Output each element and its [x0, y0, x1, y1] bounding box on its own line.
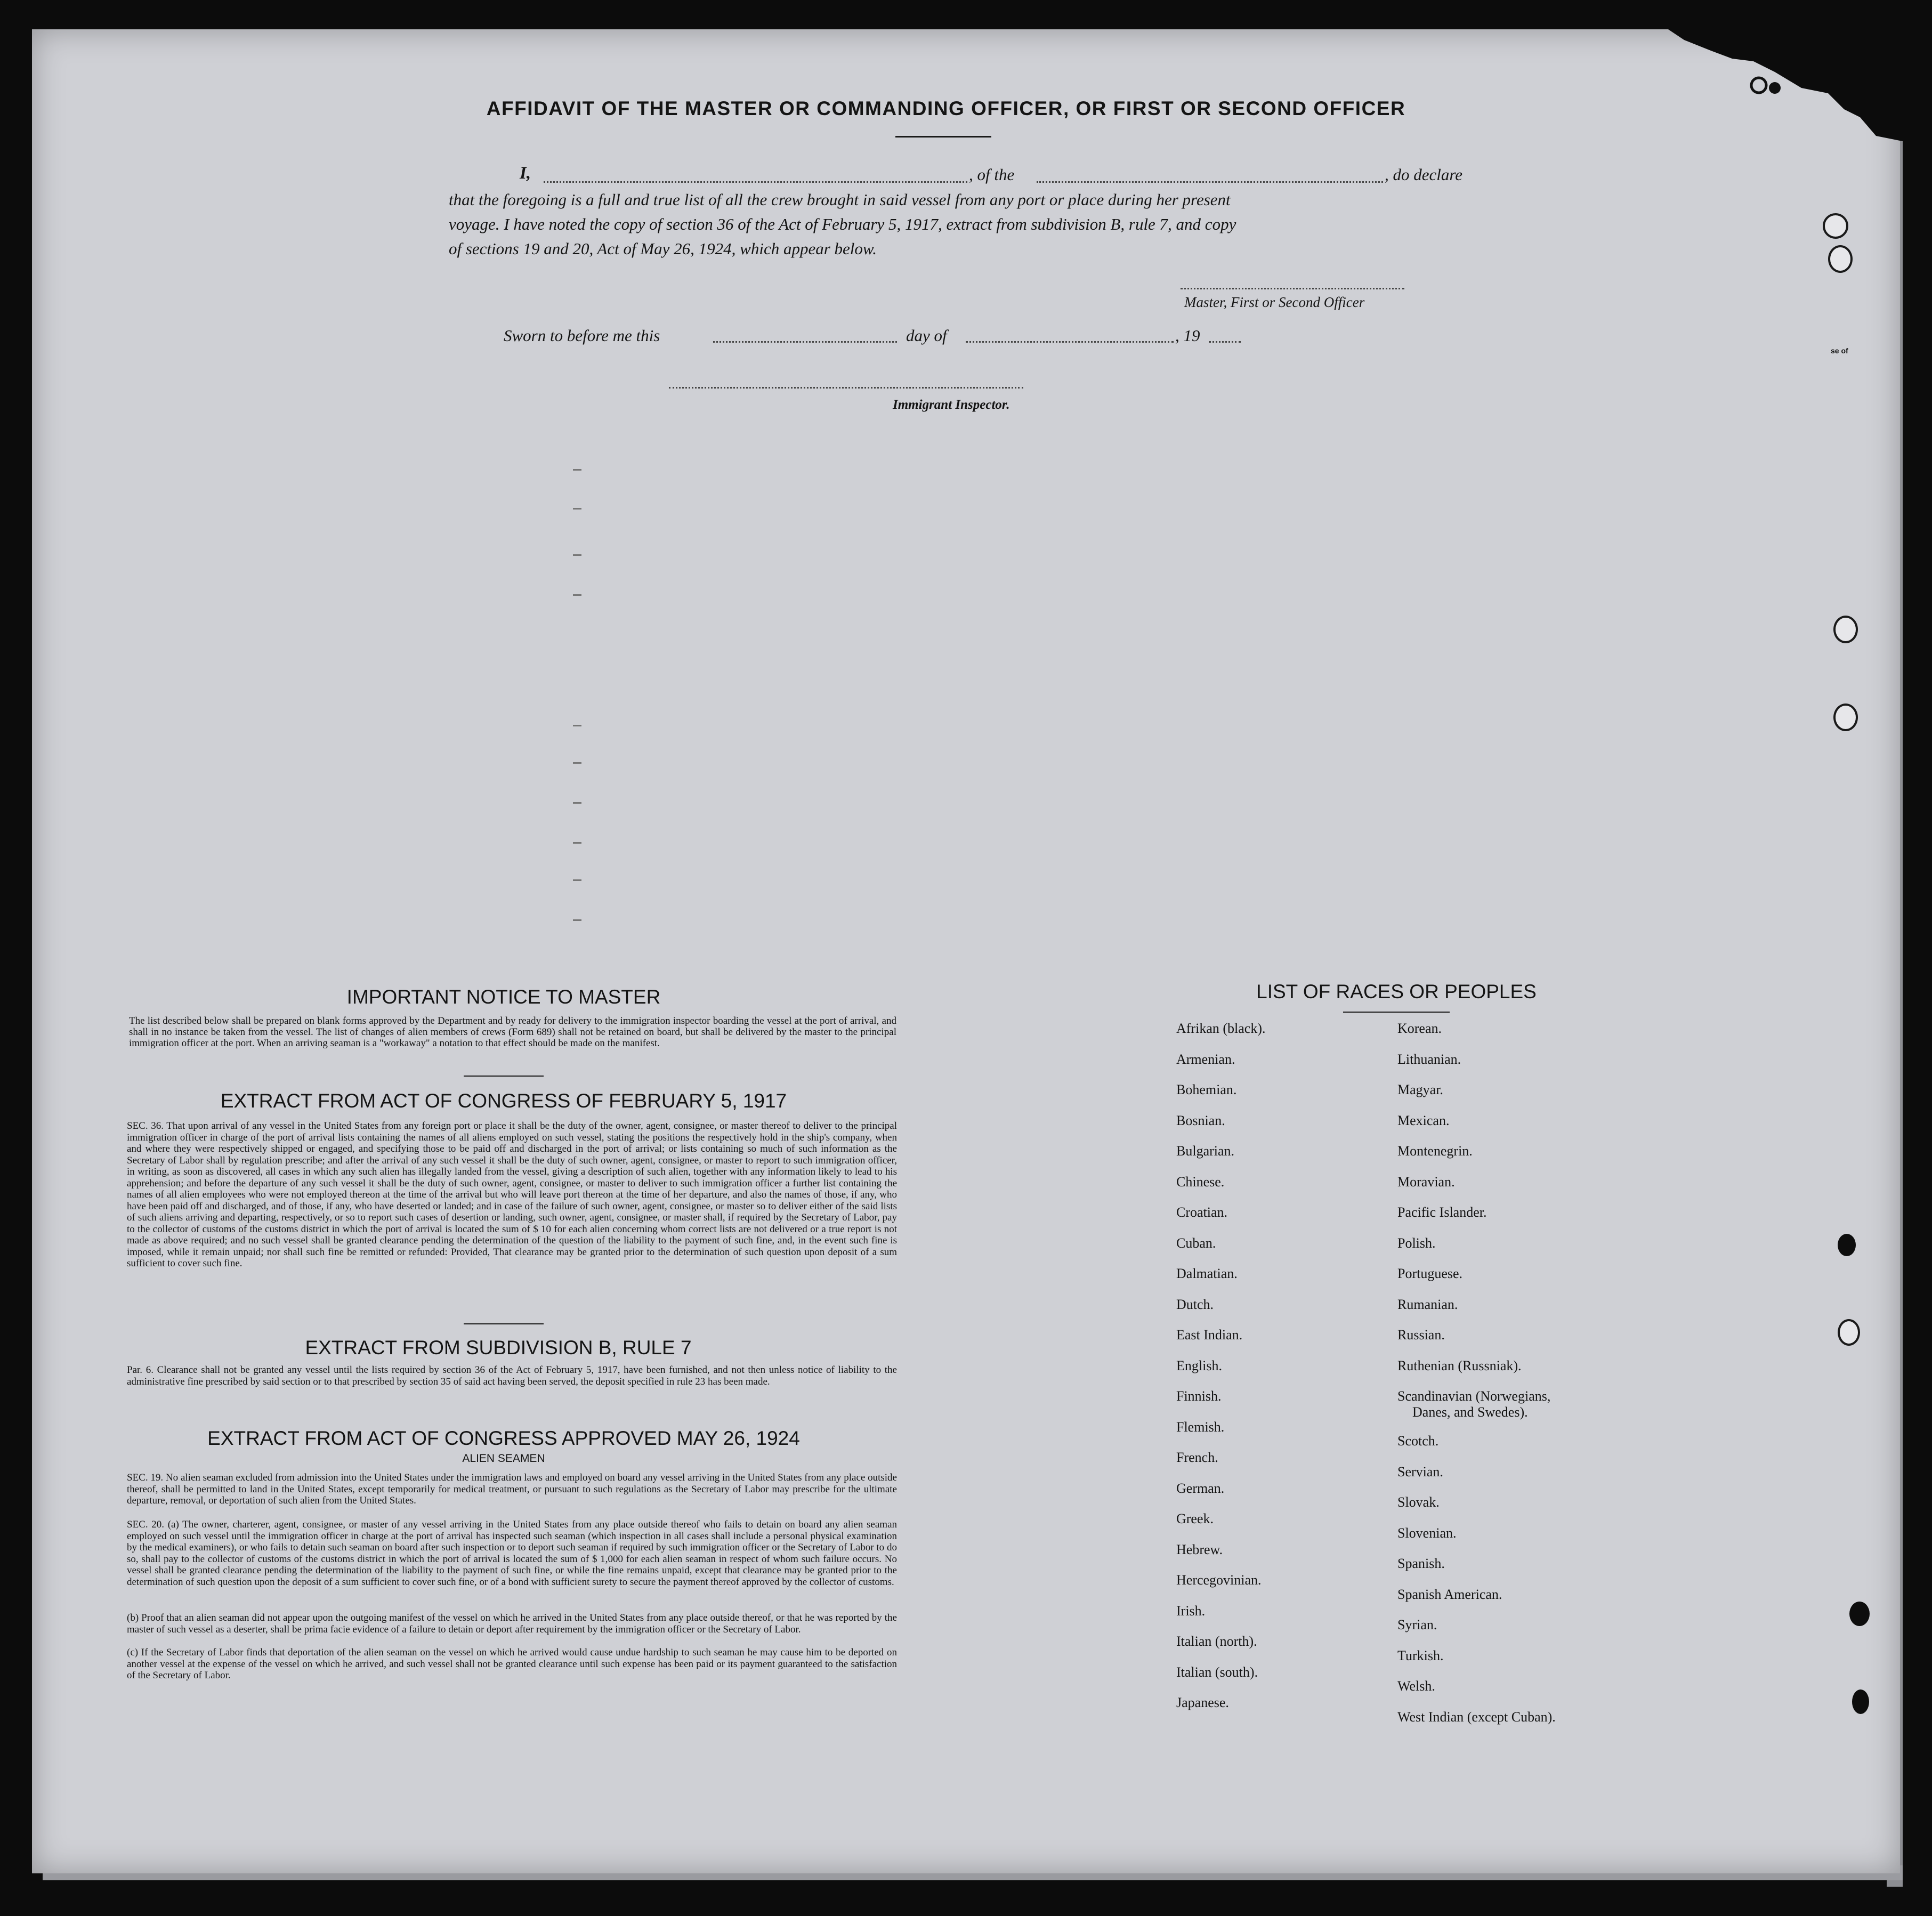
race-item: Bohemian.	[1176, 1082, 1237, 1097]
race-item: Russian.	[1397, 1327, 1445, 1343]
punch-hole	[1852, 1689, 1869, 1714]
affidavit-of-the: , of the	[969, 165, 1015, 184]
sec20c-body: (c) If the Secretary of Labor finds that deportation of the alien seaman on the vessel on which he arrived would cause undue hardship to such seaman he may cause him to be deported on another vessel at the expense of the vessel on which he arrived, and such vessel shall not be granted clearance until such expense has been paid or its payment guaranteed to the satisfaction of the Secretary of Labor.	[127, 1647, 897, 1681]
race-item: West Indian (except Cuban).	[1397, 1709, 1556, 1725]
race-item: Scandinavian (Norwegians,	[1397, 1388, 1551, 1404]
sworn-label: Sworn to before me this	[504, 326, 660, 345]
race-item: Polish.	[1397, 1235, 1436, 1251]
sworn-day-blank[interactable]	[713, 341, 897, 343]
alien-seamen-subtitle: ALIEN SEAMEN	[462, 1452, 545, 1465]
punch-hole	[1838, 1319, 1860, 1346]
extract-1917-title: EXTRACT FROM ACT OF CONGRESS OF FEBRUARY 5, 1917	[220, 1090, 787, 1112]
signature-label: Master, First or Second Officer	[1184, 294, 1365, 310]
race-item: Greek.	[1176, 1511, 1214, 1526]
form-tick	[573, 725, 581, 726]
race-item: Hebrew.	[1176, 1541, 1223, 1557]
affidavit-line-3: voyage. I have noted the copy of section 36 of the Act of February 5, 1917, extract from subdivision B, rule 7, and copy	[449, 215, 1236, 233]
form-tick	[573, 554, 581, 556]
extract-1917-body: SEC. 36. That upon arrival of any vessel in the United States from any foreign port or place it shall be the duty of the owner, agent, consignee, or master thereof to deliver to the principal immigration officer in charge of the port of arrival lists containing the names of all aliens employed on such vessel, stating the positions the respectively hold in the ship's company, when and where they were respectively shipped or engaged, and specifying those to be paid off and discharged in the port of arrival; or lists containing so much of such information as the Secretary of Labor shall by regulation prescribe; and after the arrival of any such vessel it shall be the duty of such owner, agent, consignee, or master to report to such immigration officer, in writing, as soon as discovered, all cases in which any such alien has illegally landed from the vessel, giving a description of such alien, together with any information likely to lead to his apprehension; and before the departure of any such vessel it shall be the duty of such owner, agent, consignee, or master to deliver to such immigration officer a further list containing the names of all alien employees who were not employed thereon at the time of the arrival but who will leave port thereon at the time of her departure, and also the names of those, if any, who have been paid off and discharged, and of those, if any, who have deserted or landed; and in case of the failure of such owner, agent, consignee, or master so to deliver either of the said lists of such aliens arriving and departing, respectively, or so to report such cases of desertion or landing, such owner, agent, consignee, or master shall, if required by the Secretary of Labor, pay to the collector of customs of the customs district in which the port of arrival is located the sum of $ 10 for each alien concerning whom correct lists are not delivered or a true report is not made as above required; and no such vessel shall be granted clearance pending the determination of the question of the liability to the payment of such fine, and, in the event such fine is imposed, while it remain unpaid; nor shall such fine be remitted or refunded: Provided, That clearance may be granted prior to the determination of such question upon deposit of a sum sufficient to cover such fine.	[127, 1120, 897, 1269]
margin-text: se of	[1831, 346, 1848, 355]
race-item: Portuguese.	[1397, 1266, 1463, 1281]
form-tick	[573, 762, 581, 764]
sec19-body: SEC. 19. No alien seaman excluded from admission into the United States under the immigration laws and employed on board any vessel arriving in the United States from any place outside thereof, shall be permitted to land in the United States, except temporarily for medical treatment, or pursuant to such regulations as the Secretary of Labor may prescribe for the ultimate departure, removal, or deportation of such alien from the United States.	[127, 1472, 897, 1506]
affidavit-i: I,	[520, 164, 531, 183]
form-tick	[573, 919, 581, 921]
form-tick	[573, 802, 581, 804]
sec20b-body: (b) Proof that an alien seaman did not appear upon the outgoing manifest of the vessel on which he arrived in the United States from any place outside thereof, or that he was reported by the master of such vessel as a deserter, shall be prima facie evidence of a failure to detain or deport after requirement by the immigration officer or the Secretary of Labor.	[127, 1612, 897, 1635]
race-item: Lithuanian.	[1397, 1051, 1461, 1067]
notice-rule	[464, 1076, 544, 1077]
race-item: Chinese.	[1176, 1174, 1225, 1190]
race-item: Spanish.	[1397, 1556, 1445, 1571]
sworn-month-blank[interactable]	[966, 341, 1174, 343]
races-title: LIST OF RACES OR PEOPLES	[1256, 981, 1537, 1003]
race-item: Slovenian.	[1397, 1525, 1457, 1541]
rule7-title: EXTRACT FROM SUBDIVISION B, RULE 7	[305, 1337, 692, 1359]
race-item: Turkish.	[1397, 1647, 1444, 1663]
notice-body: The list described below shall be prepared on blank forms approved by the Department and by ready for delivery to the immigration inspector boarding the vessel at the port of arrival, and shall in no instance be taken from the vessel. The list of changes of alien members of crews (Form 689) shall not be retained on board, but shall be delivered by the master to the principal immigration officer at the port. When an arriving seaman is a "workaway" a notation to that effect should be made on the manifest.	[129, 1015, 896, 1049]
race-item: Korean.	[1397, 1021, 1442, 1036]
race-item: Dalmatian.	[1176, 1266, 1238, 1281]
extract-1917-rule	[464, 1323, 544, 1324]
torn-corner	[1668, 29, 1903, 141]
race-item: Moravian.	[1397, 1174, 1455, 1190]
race-item: Danes, and Swedes).	[1412, 1404, 1528, 1420]
race-item: Slovak.	[1397, 1494, 1440, 1510]
sec20a-body: SEC. 20. (a) The owner, charterer, agent, consignee, or master of any vessel arriving in the United States from any place outside thereof who fails to detain on board any alien seaman employed on such vessel until the immigration officer in charge at the port of arrival has inspected such seaman (which inspection in all cases shall include a personal physical examination by the medical examiners), or who fails to detain such seaman on board after such inspection or to deport such seaman if required by such immigration officer or the Secretary of Labor to do so, shall pay to the collector of customs of the customs district in which the port of arrival is located the sum of $ 1,000 for each alien seaman in respect of whom such failure occurs. No vessel shall be granted clearance pending the determination of the liability to the payment of such fine, or while the fine remains unpaid, except that clearance may be granted prior to the determination of such question upon the deposit of a sum sufficient to cover such fine, or of a bond with sufficient surety to secure the payment thereof approved by the collector of customs.	[127, 1519, 897, 1588]
race-item: Armenian.	[1176, 1051, 1235, 1067]
form-tick	[573, 879, 581, 881]
race-item: Japanese.	[1176, 1695, 1229, 1710]
inspector-signature-blank[interactable]	[669, 387, 1023, 389]
races-rule	[1343, 1012, 1450, 1013]
race-item: Magyar.	[1397, 1082, 1443, 1097]
race-item: Welsh.	[1397, 1678, 1435, 1694]
race-item: Hercegovinian.	[1176, 1572, 1262, 1588]
race-item: Cuban.	[1176, 1235, 1216, 1251]
race-item: East Indian.	[1176, 1327, 1243, 1343]
race-item: English.	[1176, 1357, 1222, 1373]
master-name-blank[interactable]	[544, 181, 967, 183]
signature-blank[interactable]	[1181, 288, 1404, 289]
form-tick	[573, 508, 581, 510]
race-item: Bulgarian.	[1176, 1143, 1235, 1159]
form-tick	[573, 842, 581, 844]
race-item: Spanish American.	[1397, 1586, 1502, 1602]
year-prefix: , 19	[1175, 326, 1200, 345]
race-item: Dutch.	[1176, 1296, 1214, 1312]
notice-title: IMPORTANT NOTICE TO MASTER	[346, 986, 661, 1008]
race-item: Italian (north).	[1176, 1634, 1257, 1649]
race-item: Italian (south).	[1176, 1664, 1258, 1680]
punch-hole	[1833, 616, 1858, 643]
race-item: Pacific Islander.	[1397, 1204, 1487, 1220]
race-item: Rumanian.	[1397, 1296, 1458, 1312]
race-item: French.	[1176, 1450, 1218, 1465]
race-item: Montenegrin.	[1397, 1143, 1473, 1159]
document-sheet	[32, 29, 1900, 1873]
race-item: Ruthenian (Russniak).	[1397, 1357, 1522, 1373]
extract-1924-title: EXTRACT FROM ACT OF CONGRESS APPROVED MAY 26, 1924	[207, 1427, 800, 1449]
race-item: Afrikan (black).	[1176, 1021, 1266, 1036]
punch-hole	[1838, 1234, 1856, 1256]
inspector-label: Immigrant Inspector.	[893, 398, 1010, 412]
affidavit-line-2: that the foregoing is a full and true list of all the crew brought in said vessel from any port or place during her present	[449, 190, 1231, 209]
race-item: Mexican.	[1397, 1112, 1450, 1128]
race-item: Syrian.	[1397, 1617, 1437, 1632]
punch-hole	[1849, 1602, 1870, 1626]
vessel-name-blank[interactable]	[1037, 181, 1383, 183]
rule7-body: Par. 6. Clearance shall not be granted any vessel until the lists required by section 36 of the Act of February 5, 1917, have been furnished, and not then unless notice of liability to the administrative fine prescribed by said section or to that prescribed by section 35 of said act having been served, the deposit specified in rule 23 has been made.	[127, 1364, 897, 1387]
punch-hole	[1823, 213, 1848, 239]
affidavit-title: AFFIDAVIT OF THE MASTER OR COMMANDING OFFICER, OR FIRST OR SECOND OFFICER	[486, 98, 1406, 119]
sworn-year-blank[interactable]	[1209, 341, 1241, 343]
race-item: Bosnian.	[1176, 1112, 1225, 1128]
race-item: Croatian.	[1176, 1204, 1228, 1220]
race-item: Flemish.	[1176, 1419, 1225, 1435]
affidavit-do-declare: , do declare	[1385, 165, 1463, 184]
affidavit-line-4: of sections 19 and 20, Act of May 26, 1924, which appear below.	[449, 239, 877, 258]
race-item: Scotch.	[1397, 1433, 1439, 1449]
race-item: Irish.	[1176, 1603, 1206, 1619]
punch-hole	[1833, 704, 1858, 731]
race-item: Finnish.	[1176, 1388, 1222, 1404]
race-item: Servian.	[1397, 1464, 1443, 1480]
title-rule	[895, 136, 991, 138]
form-tick	[573, 594, 581, 596]
punch-hole	[1828, 245, 1853, 273]
race-item: German.	[1176, 1480, 1225, 1496]
day-of-label: day of	[906, 326, 947, 345]
form-tick	[573, 469, 581, 471]
